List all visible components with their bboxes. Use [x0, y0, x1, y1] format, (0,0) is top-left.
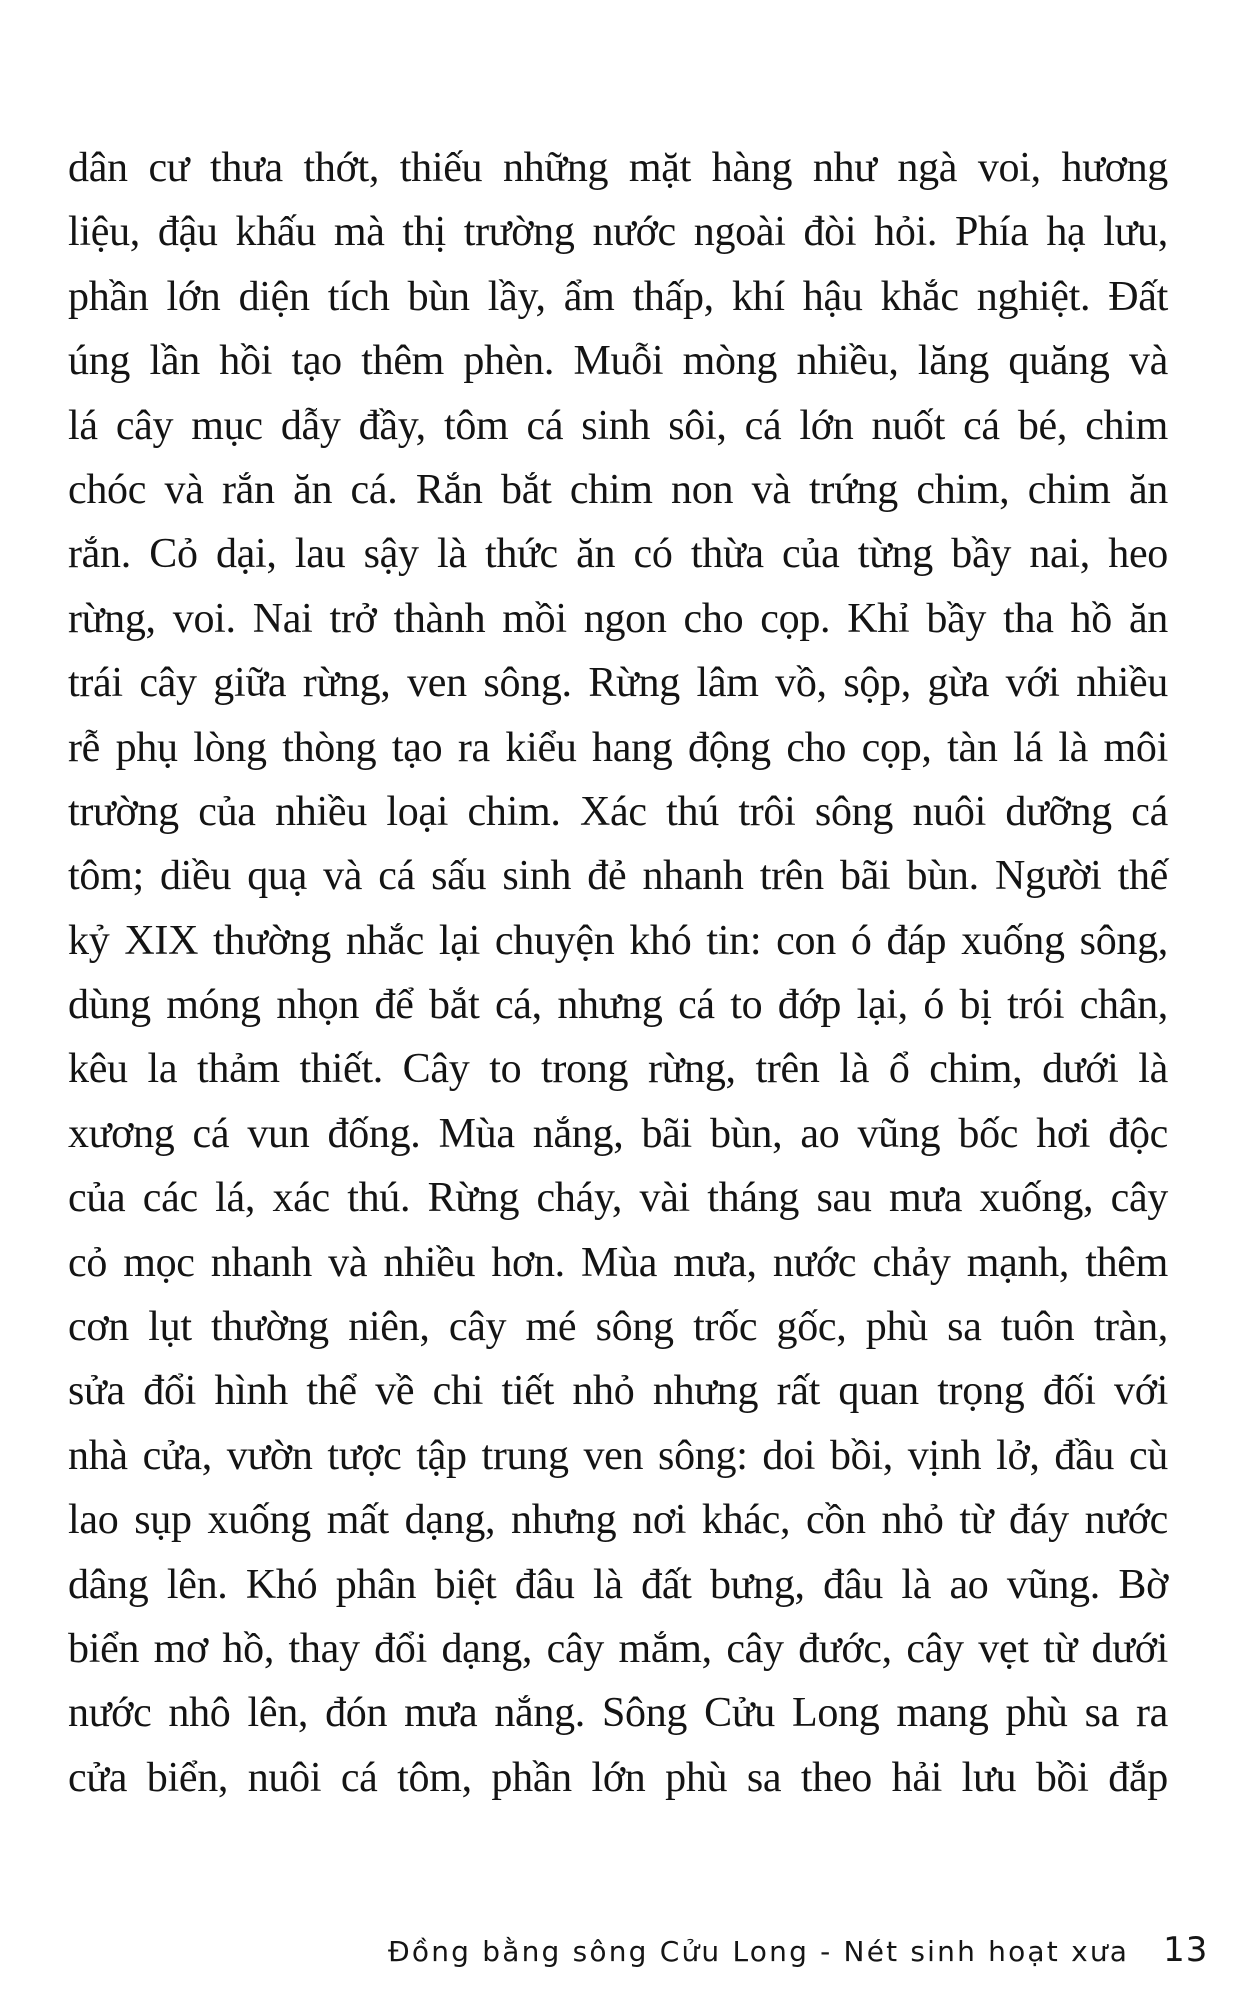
page-number: 13: [1163, 1930, 1209, 1970]
page-footer: [388, 1930, 1209, 1974]
text-line: xương cá vun đống. Mùa nắng, bãi bùn, ao vũng bốc hơi độc: [68, 1110, 1168, 1157]
text-line: rừng, voi. Nai trở thành mồi ngon cho cọp. Khỉ bầy tha hồ ăn: [68, 595, 1168, 642]
text-line: lá cây mục dẫy đầy, tôm cá sinh sôi, cá lớn nuốt cá bé, chim: [68, 402, 1168, 449]
text-line: dâng lên. Khó phân biệt đâu là đất bưng, đâu là ao vũng. Bờ: [68, 1561, 1168, 1608]
text-line: cơn lụt thường niên, cây mé sông trốc gốc, phù sa tuôn tràn,: [68, 1304, 1168, 1351]
text-line: biển mơ hồ, thay đổi dạng, cây mắm, cây đước, cây vẹt từ dưới: [68, 1625, 1168, 1672]
text-line: kỷ XIX thường nhắc lại chuyện khó tin: con ó đáp xuống sông,: [68, 917, 1168, 964]
text-line: nước nhô lên, đón mưa nắng. Sông Cửu Long mang phù sa ra: [68, 1690, 1168, 1737]
text-line: lao sụp xuống mất dạng, nhưng nơi khác, cồn nhỏ từ đáy nước: [68, 1497, 1168, 1544]
text-line: của các lá, xác thú. Rừng cháy, vài tháng sau mưa xuống, cây: [68, 1175, 1168, 1222]
running-title: Đồng bằng sông Cửu Long - Nét sinh hoạt xưa: [388, 1935, 1130, 1968]
text-line: phần lớn diện tích bùn lầy, ẩm thấp, khí hậu khắc nghiệt. Đất: [68, 273, 1168, 320]
text-line: cỏ mọc nhanh và nhiều hơn. Mùa mưa, nước chảy mạnh, thêm: [68, 1239, 1168, 1286]
text-line: úng lần hồi tạo thêm phèn. Muỗi mòng nhiều, lăng quăng và: [68, 338, 1168, 385]
text-line: liệu, đậu khấu mà thị trường nước ngoài đòi hỏi. Phía hạ lưu,: [68, 209, 1168, 256]
text-line: cửa biển, nuôi cá tôm, phần lớn phù sa theo hải lưu bồi đắp: [68, 1754, 1168, 1801]
text-line: chóc và rắn ăn cá. Rắn bắt chim non và trứng chim, chim ăn: [68, 466, 1168, 513]
text-line: rễ phụ lòng thòng tạo ra kiểu hang động cho cọp, tàn lá là môi: [68, 724, 1168, 771]
text-line: dùng móng nhọn để bắt cá, nhưng cá to đớp lại, ó bị trói chân,: [68, 982, 1168, 1029]
text-line: trái cây giữa rừng, ven sông. Rừng lâm vồ, sộp, gừa với nhiều: [68, 660, 1168, 707]
text-line: trường của nhiều loại chim. Xác thú trôi sông nuôi dưỡng cá: [68, 788, 1168, 835]
text-line: nhà cửa, vườn tược tập trung ven sông: doi bồi, vịnh lở, đầu cù: [68, 1432, 1168, 1479]
text-line: tôm; diều quạ và cá sấu sinh đẻ nhanh trên bãi bùn. Người thế: [68, 853, 1168, 900]
body-text: [68, 136, 1168, 1810]
text-line: sửa đổi hình thể về chi tiết nhỏ nhưng rất quan trọng đối với: [68, 1368, 1168, 1415]
text-line: rắn. Cỏ dại, lau sậy là thức ăn có thừa của từng bầy nai, heo: [68, 531, 1168, 578]
text-line: dân cư thưa thớt, thiếu những mặt hàng như ngà voi, hương: [68, 145, 1168, 191]
text-line: kêu la thảm thiết. Cây to trong rừng, trên là ổ chim, dưới là: [68, 1046, 1168, 1093]
